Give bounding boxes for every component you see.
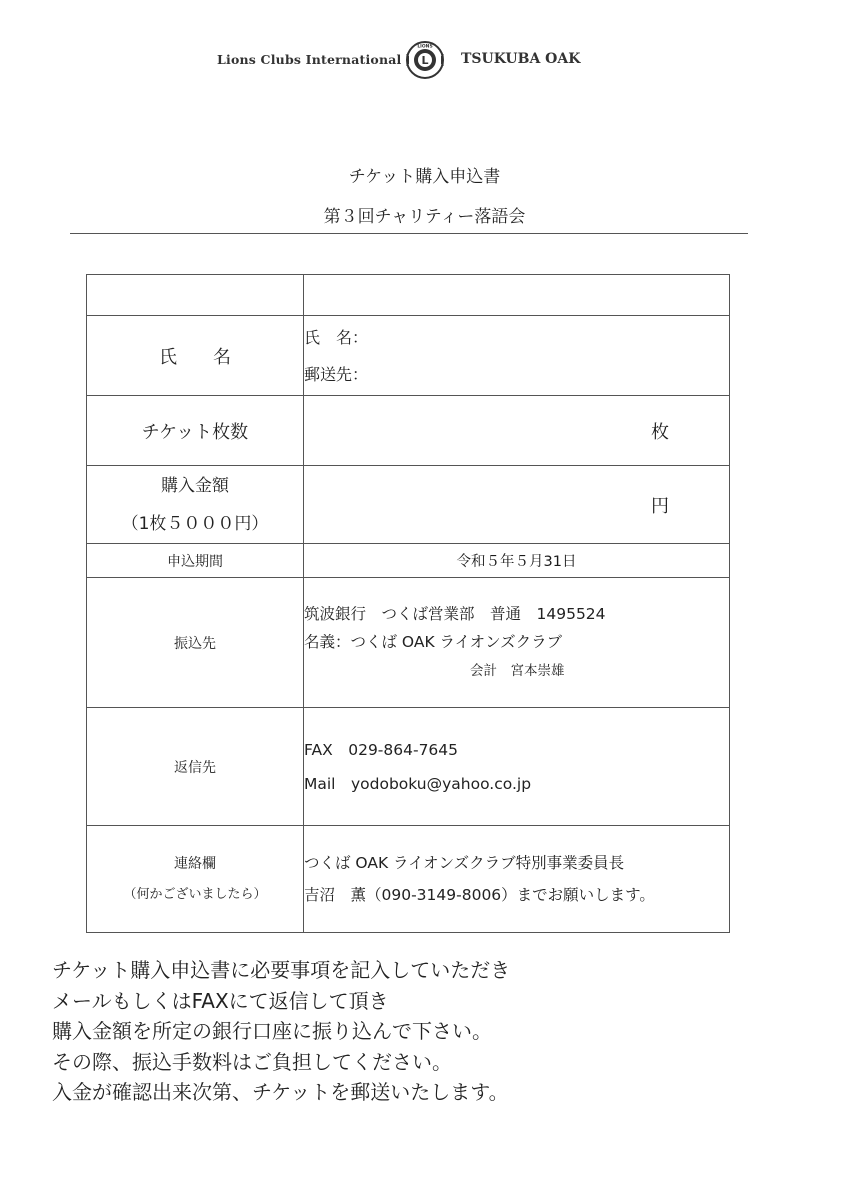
contact-label-main: 連絡欄: [174, 856, 216, 872]
transfer-row: [87, 578, 730, 708]
contact-row: [87, 826, 730, 933]
title-divider: [70, 233, 748, 234]
name-fields[interactable]: [304, 316, 730, 396]
name-label: 氏 名: [87, 316, 304, 396]
contact-label: [87, 826, 304, 933]
org-name-club: TSUKUBA OAK: [461, 51, 581, 67]
fax-number: FAX 029-864-7645: [304, 740, 459, 759]
amount-label-main: 購入金額: [161, 475, 229, 496]
account-holder: 名義：つくば OAK ライオンズクラブ: [304, 632, 563, 651]
instruction-line: チケット購入申込書に必要事項を記入していただき: [52, 958, 511, 982]
contact-person-phone: 吉沼 薫（090-3149-8006）までお願いします。: [304, 886, 655, 904]
event-title: 第３回チャリティー落語会: [323, 207, 526, 227]
application-form: [86, 274, 730, 933]
reply-row: [87, 708, 730, 826]
ticket-unit: 枚: [651, 421, 669, 443]
amount-label-price: （1枚５０００円）: [121, 513, 269, 534]
treasurer: 会計 宮本崇雄: [470, 662, 565, 679]
blank-row: [87, 275, 730, 316]
reply-label: 返信先: [87, 708, 304, 826]
amount-unit: 円: [651, 495, 669, 517]
instruction-line: 購入金額を所定の銀行口座に振り込んで下さい。: [52, 1019, 492, 1043]
bank-account: 筑波銀行 つくば営業部 普通 1495524: [304, 604, 606, 623]
mailing-address-field[interactable]: 郵送先：: [304, 364, 369, 384]
instructions: [52, 955, 510, 1108]
instruction-line: 入金が確認出来次第、チケットを郵送いたします。: [52, 1080, 509, 1104]
letterhead: [0, 38, 849, 82]
contact-person-title: つくば OAK ライオンズクラブ特別事業委員長: [304, 854, 625, 872]
period-value: 令和５年５月31日: [304, 544, 730, 578]
ticket-count-label: チケット枚数: [87, 396, 304, 466]
org-name-international: Lions Clubs International: [217, 52, 402, 67]
amount-field[interactable]: [304, 466, 730, 544]
blank-value-cell[interactable]: [304, 275, 730, 316]
contact-details: [304, 826, 730, 933]
document-title: チケット購入申込書: [348, 167, 501, 187]
period-row: [87, 544, 730, 578]
ticket-count-field[interactable]: [304, 396, 730, 466]
amount-label: [87, 466, 304, 544]
blank-label-cell: [87, 275, 304, 316]
name-row: [87, 316, 730, 396]
transfer-label: 振込先: [87, 578, 304, 708]
transfer-details: [304, 578, 730, 708]
amount-row: [87, 466, 730, 544]
instruction-line: メールもしくはFAXにて返信して頂き: [52, 988, 389, 1013]
emblem-text: LIONS: [417, 44, 433, 50]
period-label: 申込期間: [87, 544, 304, 578]
lions-emblem-icon: [405, 40, 445, 80]
instruction-line: その際、振込手数料はご負担してください。: [52, 1049, 452, 1074]
reply-details: [304, 708, 730, 826]
mail-address[interactable]: Mail yodoboku@yahoo.co.jp: [304, 774, 532, 793]
name-field[interactable]: 氏 名：: [304, 327, 369, 347]
ticket-count-row: [87, 396, 730, 466]
contact-label-sub: （何かございましたら）: [123, 887, 267, 902]
svg-text:L: L: [421, 54, 429, 67]
